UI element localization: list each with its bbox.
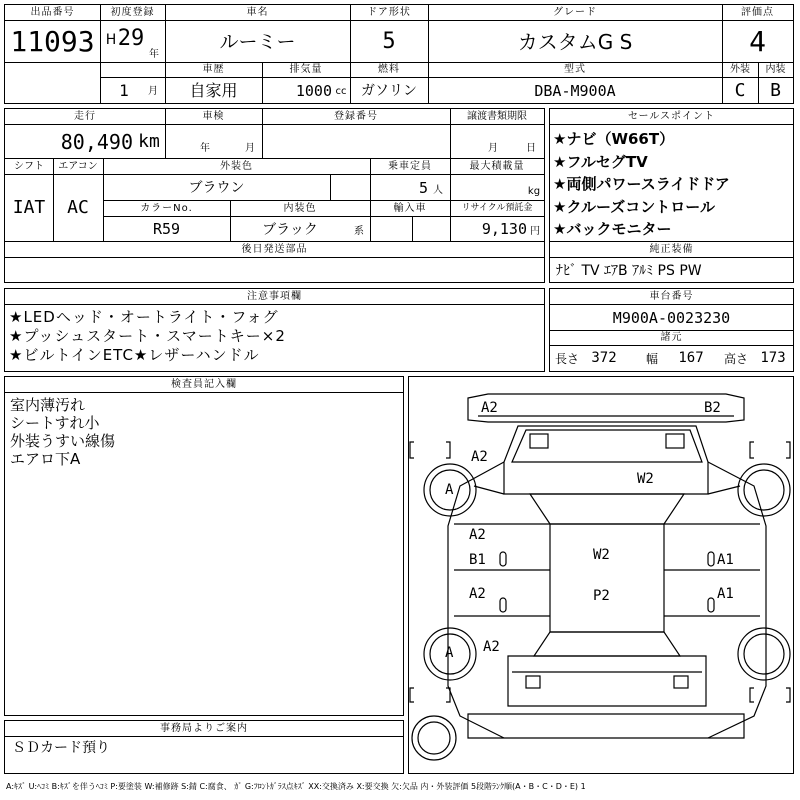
damage-rear-left: A2	[483, 639, 500, 655]
grade-label: グレード	[553, 6, 597, 18]
inspector-line: 外装うすい線傷	[10, 432, 116, 450]
dims-width-label: 幅	[645, 352, 658, 366]
damage-door-front-right: A1	[717, 552, 734, 568]
inspect-tsuki: 月	[245, 143, 255, 154]
damage-door-rear-right: A1	[717, 586, 734, 602]
import-label: 輸入車	[393, 202, 427, 214]
damage-hood: W2	[637, 471, 654, 487]
door-type: 5	[382, 29, 396, 54]
mileage-unit: km	[138, 131, 160, 152]
inspector-lines	[10, 396, 400, 468]
disp-label: 排気量	[289, 64, 323, 75]
chassis-number: M900A-0023230	[612, 308, 731, 327]
reg-nen: 年	[149, 48, 159, 60]
office-label: 事務局よりご案内	[160, 722, 248, 734]
equip-label: 純正装備	[649, 243, 694, 255]
damage-top-left: A2	[481, 400, 498, 416]
int-grade: B	[770, 80, 781, 101]
car-name: ルーミー	[219, 30, 296, 53]
inspector-label: 検査員記入欄	[171, 378, 237, 390]
notes-lines	[9, 308, 543, 365]
recycle-yen: 円	[530, 225, 540, 237]
notes-label: 注意事項欄	[247, 290, 302, 302]
fuel: ガソリン	[361, 83, 417, 99]
score-label: 評価点	[741, 6, 774, 18]
chassis-label: 車台番号	[649, 290, 694, 302]
load-label: 最大積載量	[469, 160, 525, 172]
damage-front-wheel-left: A	[445, 482, 454, 498]
note-line: ★LEDヘッド・オートライト・フォグ	[9, 308, 279, 326]
transfer-tsuki: 月	[488, 143, 498, 154]
reg-month: 1	[119, 81, 129, 100]
sales-point: ★ナビ（W66T）	[553, 130, 675, 148]
dims-height-label: 高さ	[723, 352, 748, 366]
ext-label: 外装	[730, 64, 750, 75]
shift: IAT	[12, 197, 46, 218]
recycle: 9,130	[481, 220, 527, 238]
mileage-label: 走行	[74, 110, 96, 122]
damage-top-right: B2	[704, 400, 721, 416]
ac: AC	[67, 197, 89, 218]
ext-grade: C	[734, 80, 746, 101]
transfer-label: 譲渡書類期限	[467, 110, 527, 122]
legend: A:ｷｽﾞ U:ﾍｺﾐ B:ｷｽﾞを伴うﾍｺﾐ P:要塗装 W:補修跡 S:錆 C:腐食、 ｶﾞ G:ﾌﾛﾝﾄｶﾞﾗｽ点ｷｽﾞ XX:交換済み X:要交換 欠:欠品 内・外装評価 5段階ﾗﾝｸ順(A・B・C・D・E) 1	[6, 782, 586, 791]
reg-year: 29	[117, 26, 145, 51]
inspector-line: 室内薄汚れ	[10, 396, 86, 414]
lot-label: 出品番号	[30, 6, 75, 18]
dims-len: 372	[591, 350, 617, 366]
car-label: 車名	[246, 6, 269, 18]
model: DBA-M900A	[534, 81, 616, 100]
displacement: 1000	[295, 81, 332, 100]
history: 自家用	[189, 81, 238, 100]
model-label: 型式	[564, 64, 586, 75]
dims-len-label: 長さ	[554, 352, 579, 366]
sales-point: ★バックモニター	[553, 220, 672, 238]
excolor-label: 外装色	[220, 160, 253, 172]
inspect-label: 車検	[202, 110, 225, 122]
sales-point: ★クルーズコントロール	[553, 197, 715, 216]
history-label: 車歴	[202, 64, 225, 75]
note-line: ★ビルトインETC★レザーハンドル	[9, 346, 260, 364]
seats-label: 乗車定員	[388, 160, 432, 172]
damage-rear-wheel-left: A	[445, 645, 454, 661]
sales-label: セールスポイント	[627, 110, 716, 122]
note-line: ★プッシュスタート・スマートキー×2	[9, 327, 286, 345]
ac-label: エアコン	[58, 160, 98, 172]
inspector-line: シートすれ小	[10, 414, 100, 432]
int-label: 内装	[765, 64, 786, 75]
door-label: ドア形状	[367, 6, 411, 18]
sales-points	[553, 128, 793, 241]
reg-label: 初度登録	[110, 6, 155, 18]
dims-label: 諸元	[660, 332, 683, 343]
dims-width: 167	[678, 350, 704, 366]
incolor: ブラック	[262, 221, 318, 238]
later-parts-label: 後日発送部品	[241, 243, 308, 255]
damage-door-front-left-2: B1	[469, 552, 486, 568]
recycle-label: リサイクル預託金	[461, 203, 533, 213]
colorno-label: カラーNo.	[140, 202, 193, 214]
sales-point: ★フルセグTV	[553, 152, 648, 171]
reg-tsuki: 月	[148, 86, 158, 97]
score: 4	[749, 25, 766, 58]
incolor-label: 内装色	[283, 202, 317, 214]
sales-point: ★両側パワースライドドア	[553, 175, 730, 193]
damage-trunk: P2	[593, 588, 610, 604]
office-text: ＳＤカード預り	[12, 740, 110, 756]
colorno: R59	[152, 220, 181, 238]
damage-door-front-left-1: A2	[469, 527, 486, 543]
plate-label: 登録番号	[334, 110, 378, 122]
fuel-label: 燃料	[378, 64, 400, 75]
shift-label: シフト	[14, 160, 44, 172]
equip: ﾅﾋﾞ TV ｴｱB ｱﾙﾐ PS PW	[556, 262, 702, 279]
inspect-nen: 年	[200, 143, 210, 154]
reg-era: H	[105, 32, 117, 48]
car-diagram	[408, 376, 794, 774]
incolor-kei: 系	[354, 226, 364, 237]
damage-roof: W2	[593, 547, 610, 563]
damage-door-rear-left: A2	[469, 586, 486, 602]
damage-front-left: A2	[471, 449, 488, 465]
excolor: ブラウン	[188, 180, 245, 196]
seats-unit: 人	[433, 185, 443, 196]
transfer-hi: 日	[526, 143, 536, 154]
lot-number: 11093	[10, 25, 95, 58]
grade: カスタムG S	[517, 30, 633, 54]
load-unit: kg	[527, 186, 541, 197]
mileage: 80,490	[60, 130, 133, 154]
disp-unit: cc	[335, 86, 347, 97]
inspector-line: エアロ下A	[10, 450, 81, 468]
dims-height: 173	[760, 350, 786, 366]
seats: 5	[418, 178, 428, 197]
